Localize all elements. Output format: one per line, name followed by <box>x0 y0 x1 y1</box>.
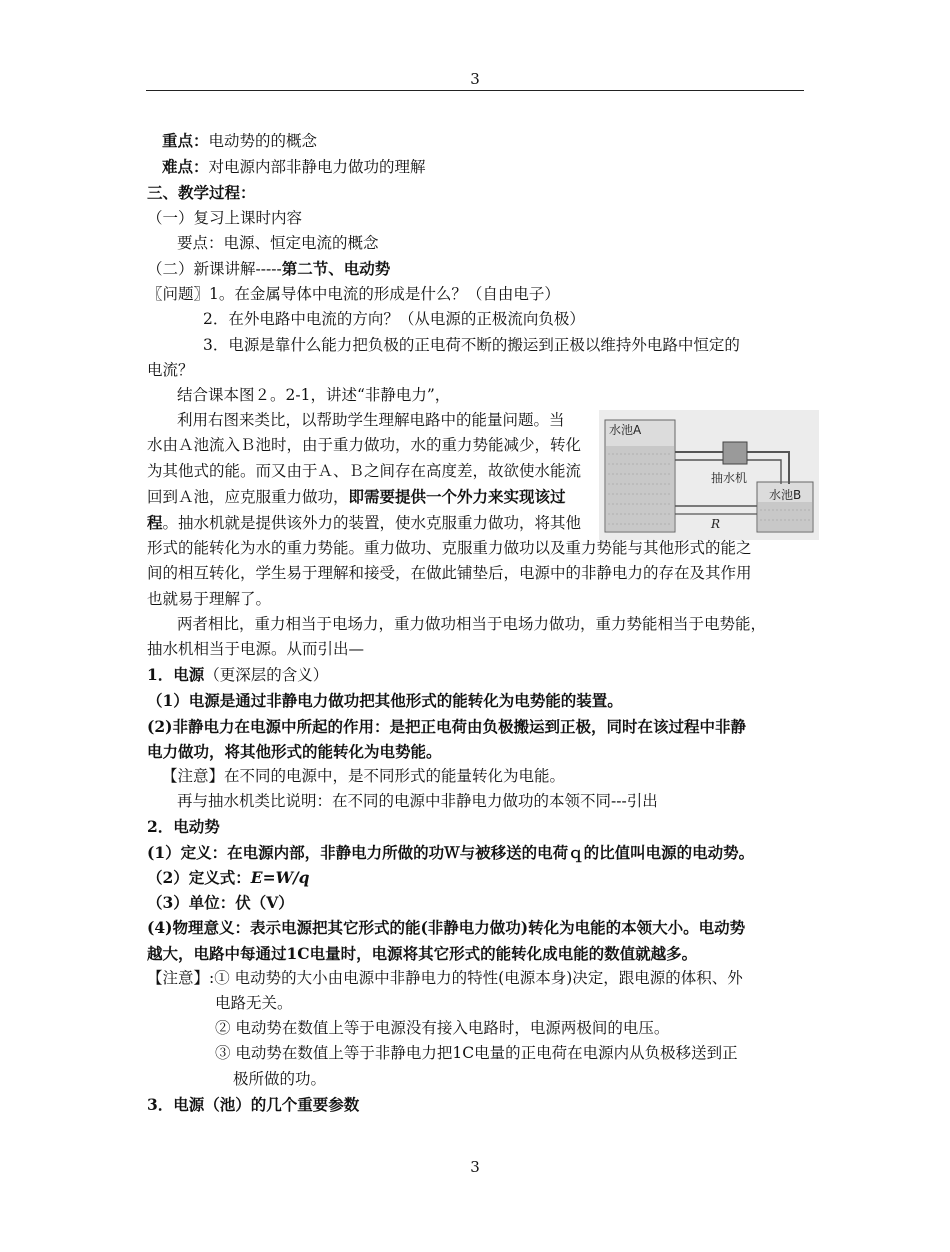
footer-page-number: 3 <box>470 1158 480 1176</box>
focus-label: 重点： <box>162 131 209 150</box>
focus-line <box>147 128 807 154</box>
section-2-meaning-b: 越大，电路中每通过1C电量时，电源将其它形式的能转化成电能的数值就越多。 <box>147 943 698 963</box>
section-1-heading <box>147 662 807 688</box>
compare-line-1: 两者相比，重力相当于电场力，重力做功相当于电场力做功，重力势能相当于电势能， <box>177 614 767 633</box>
new-lesson-title: 第二节、电动势 <box>281 259 391 279</box>
section-1-note: 【注意】在不同的电源中，是不同形式的能量转化为电能。 <box>162 767 566 786</box>
header-rule <box>146 90 804 91</box>
section-2-note-3-a: ③ 电动势在数值上等于非静电力把1C电量的正电荷在电源内从负极移送到正 <box>215 1044 738 1063</box>
water-pump-figure <box>599 410 819 540</box>
question-3-a: 3．电源是靠什么能力把负极的正电荷不断的搬运到正极以维持外电路中恒定的 <box>203 335 740 354</box>
pump-label: 抽水机 <box>711 471 748 486</box>
new-lesson-prefix: （二）新课讲解----- <box>147 260 282 279</box>
section-2-heading: 2．电动势 <box>147 817 220 837</box>
difficulty-label: 难点： <box>162 157 209 177</box>
pool-a-label: 水池A <box>609 423 642 438</box>
section-1-point-2-a: (2)非静电力在电源中所起的作用：是把正电荷由负极搬运到正极，同时在该过程中非静 <box>147 716 746 736</box>
review-points: 要点：电源、恒定电流的概念 <box>177 233 379 252</box>
section-3-title: 3．电源（池）的几个重要参数 <box>147 1094 360 1114</box>
new-lesson-line <box>147 256 807 282</box>
section-1-compare: 再与抽水机类比说明：在不同的电源中非静电力做功的本领不同---引出 <box>177 792 658 811</box>
section-2-note-3-b: 极所做的功。 <box>233 1069 327 1088</box>
section-2-note-1-b: 电路无关。 <box>215 993 293 1012</box>
pool-b-label: 水池B <box>769 488 802 503</box>
intro-line: 结合课本图２。2-1，讲述“非静电力”， <box>177 386 451 405</box>
section-2-note-1-a: 【注意】:① 电动势的大小由电源中非静电力的特性(电源本身)决定，跟电源的体积、外 <box>147 968 743 987</box>
section-1-title-suffix: （更深层的含义） <box>204 666 329 685</box>
review-title: （一）复习上课时内容 <box>147 208 303 227</box>
section-2-unit: （3）单位：伏（V） <box>147 893 294 913</box>
formula-label: （2）定义式： <box>147 867 251 887</box>
section-2-note-2: ② 电动势在数值上等于电源没有接入电路时，电源两极间的电压。 <box>215 1019 670 1038</box>
analogy-line-5-text: 。抽水机就是提供该外力的装置，使水克服重力做功，将其他 <box>162 514 582 533</box>
section-2-formula-line <box>147 865 807 890</box>
analogy-line-1: 利用右图来类比，以帮助学生理解电路中的能量问题。当 <box>177 411 565 430</box>
section-1-point-2-b: 电力做功，将其他形式的能转化为电势能。 <box>147 741 442 761</box>
question-1: 〖问题〗1。在金属导体中电流的形成是什么？（自由电子） <box>147 285 560 304</box>
analogy-line-5-bold: 程 <box>147 513 163 533</box>
section-2-meaning-a: (4)物理意义：表示电源把其它形式的能(非静电力做功)转化为电能的本领大小。电动势 <box>147 918 746 938</box>
question-3-b: 电流？ <box>147 360 194 379</box>
resistor-label: R <box>711 517 721 532</box>
header-page-number: 3 <box>470 70 480 88</box>
section-1-title: 1．电源 <box>147 665 205 685</box>
document-body <box>147 128 807 1117</box>
analogy-line-2: 水由Ａ池流入Ｂ池时，由于重力做功，水的重力势能减少，转化 <box>147 436 582 455</box>
analogy-line-7: 间的相互转化，学生易于理解和接受，在做此铺垫后，电源中的非静电力的存在及其作用 <box>147 564 752 583</box>
difficulty-line <box>147 154 807 180</box>
difficulty-text: 对电源内部非静电力做功的理解 <box>208 158 426 177</box>
analogy-line-3: 为其他式的能。而又由于Ａ、Ｂ之间存在高度差，故欲使水能流 <box>147 461 582 480</box>
formula: E=W/q <box>250 867 310 887</box>
section-1-point-1: （1）电源是通过非静电力做功把其他形式的能转化为电势能的装置。 <box>147 691 623 711</box>
analogy-line-4-bold: 即需要提供一个外力来实现该过 <box>348 486 566 506</box>
analogy-line-8: 也就易于理解了。 <box>147 589 272 608</box>
question-2: 2．在外电路中电流的方向？（从电源的正极流向负极） <box>203 310 585 329</box>
section-2-definition: (1）定义：在电源内部，非静电力所做的功Ｗ与被移送的电荷ｑ的比值叫电源的电动势。 <box>147 842 755 862</box>
analogy-line-6: 形式的能转化为水的重力势能。重力做功、克服重力做功以及重力势能与其他形式的能之 <box>147 539 752 558</box>
analogy-line-4-text: 回到Ａ池，应克服重力做功， <box>147 487 349 506</box>
focus-text: 电动势的的概念 <box>208 132 318 150</box>
water-pump-diagram <box>599 410 819 540</box>
compare-line-2: 抽水机相当于电源。从而引出— <box>147 640 365 659</box>
section-3-heading: 三、教学过程： <box>147 183 256 203</box>
